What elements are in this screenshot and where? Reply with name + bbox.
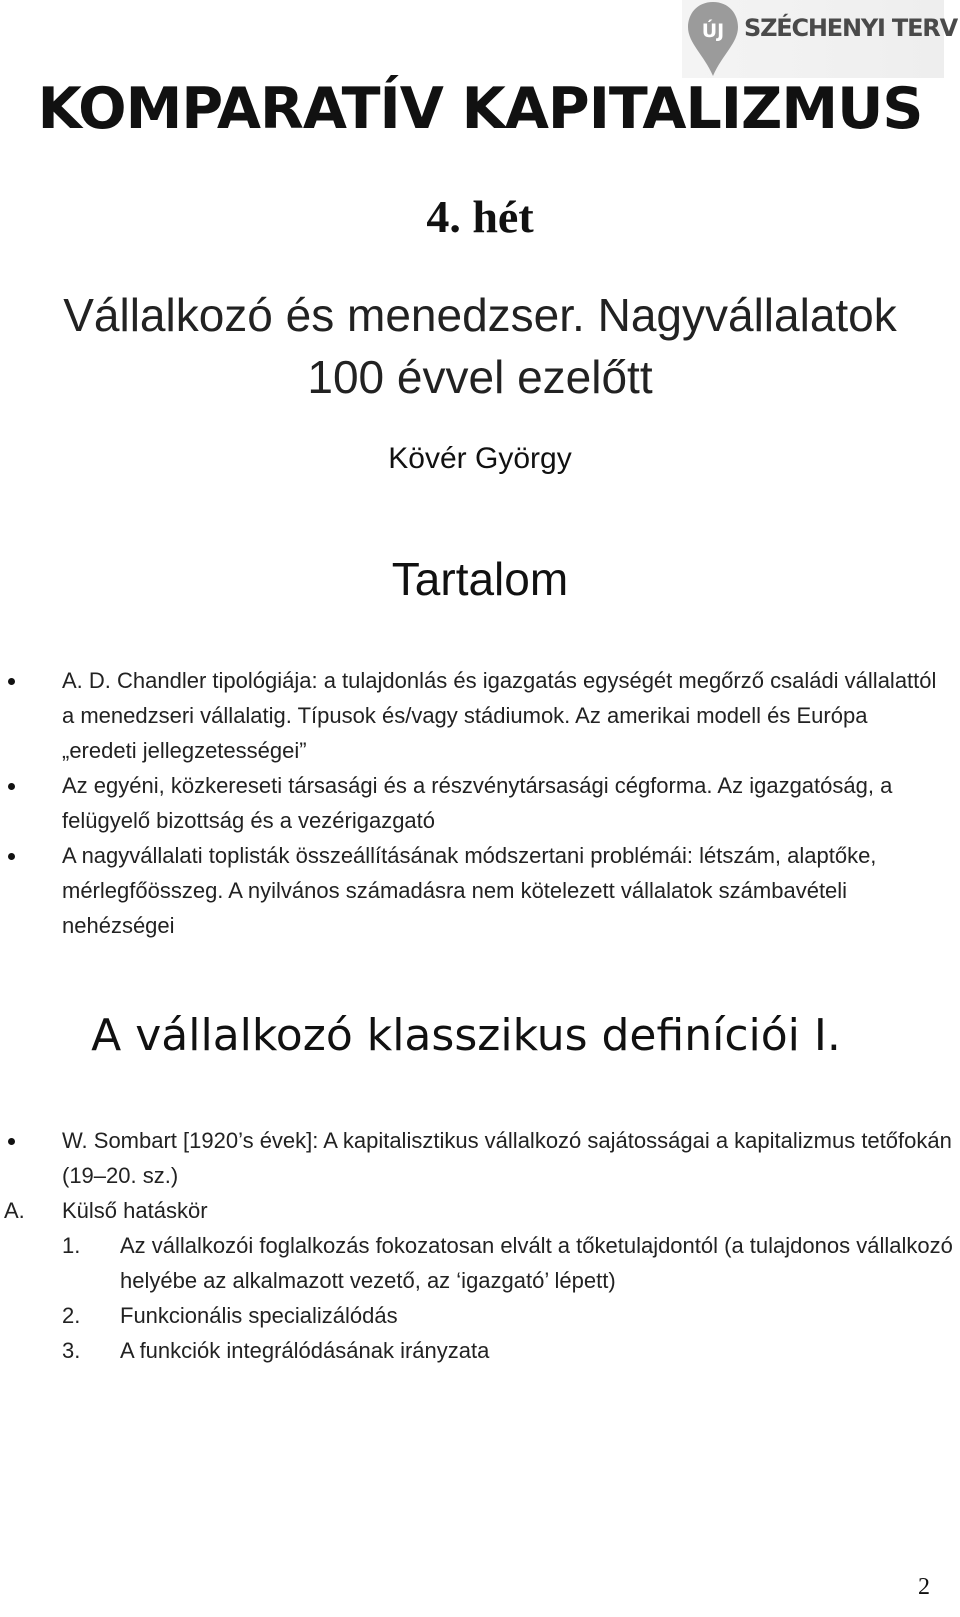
- author-name: Kövér György: [388, 442, 572, 475]
- item-number: 1.: [62, 1233, 81, 1258]
- bullet-icon: [8, 678, 15, 685]
- item-text: A funkciók integrálódásának irányzata: [120, 1338, 490, 1363]
- toc-list: [62, 663, 942, 943]
- numbered-item: [0, 1298, 960, 1333]
- bullet-icon: [8, 853, 15, 860]
- subtitle-line-1: Vállalkozó és menedzser. Nagyvállalatok: [63, 289, 897, 341]
- page-title: KOMPARATÍV KAPITALIZMUS: [37, 76, 923, 142]
- bullet-icon: [8, 1138, 15, 1145]
- toc-item-text: A nagyvállalati toplisták összeállításának módszertani problémái: létszám, alaptőke, mérlegfőösszeg. A nyilvános számadásra nem kötelezett vállalatok számbavételi nehézségei: [62, 843, 877, 938]
- toc-item: [62, 838, 942, 943]
- item-number: 3.: [62, 1338, 81, 1363]
- lecture-subtitle: [0, 284, 960, 408]
- sombart-bullet: [0, 1123, 960, 1193]
- item-number: 2.: [62, 1303, 81, 1328]
- toc-item-text: A. D. Chandler tipológiája: a tulajdonlás és igazgatás egységét megőrző családi vállalattól a menedzseri vállalatig. Típusok és/vagy stádiumok. Az amerikai modell és Európa „eredeti jellegzetességei”: [62, 668, 937, 763]
- toc-heading: Tartalom: [391, 553, 569, 605]
- definitions-block: [0, 1123, 960, 1368]
- logo-badge: ÚJ: [701, 20, 725, 42]
- toc-item: [62, 663, 942, 768]
- item-text: Funkcionális specializálódás: [120, 1303, 398, 1328]
- toc-item-text: Az egyéni, közkereseti társasági és a részvénytársasági cégforma. Az igazgatóság, a felügyelő bizottság és a vezérigazgató: [62, 773, 893, 833]
- sombart-text: W. Sombart [1920’s évek]: A kapitalisztikus vállalkozó sajátosságai a kapitalizmus tetőfokán (19–20. sz.): [62, 1128, 952, 1188]
- numbered-item: [0, 1333, 960, 1368]
- numbered-item: [0, 1228, 960, 1298]
- week-label: 4. hét: [426, 191, 534, 242]
- map-pin-icon: [684, 0, 742, 78]
- toc-item: [62, 768, 942, 838]
- letter-label: A.: [4, 1198, 25, 1223]
- page-number: 2: [918, 1574, 930, 1600]
- subtitle-line-2: 100 évvel ezelőtt: [307, 351, 653, 403]
- letter-item: [0, 1193, 960, 1228]
- letter-text: Külső hatáskör: [62, 1198, 208, 1223]
- szechenyi-terv-logo: [682, 0, 957, 78]
- section-heading: A vállalkozó klasszikus definíciói I.: [91, 1010, 841, 1061]
- item-text: Az vállalkozói foglalkozás fokozatosan elvált a tőketulajdontól (a tulajdonos vállalkozó helyébe az alkalmazott vezető, az ‘igazgató’ lépett): [120, 1233, 953, 1293]
- logo-text: SZÉCHENYI TERV: [744, 14, 957, 42]
- bullet-icon: [8, 783, 15, 790]
